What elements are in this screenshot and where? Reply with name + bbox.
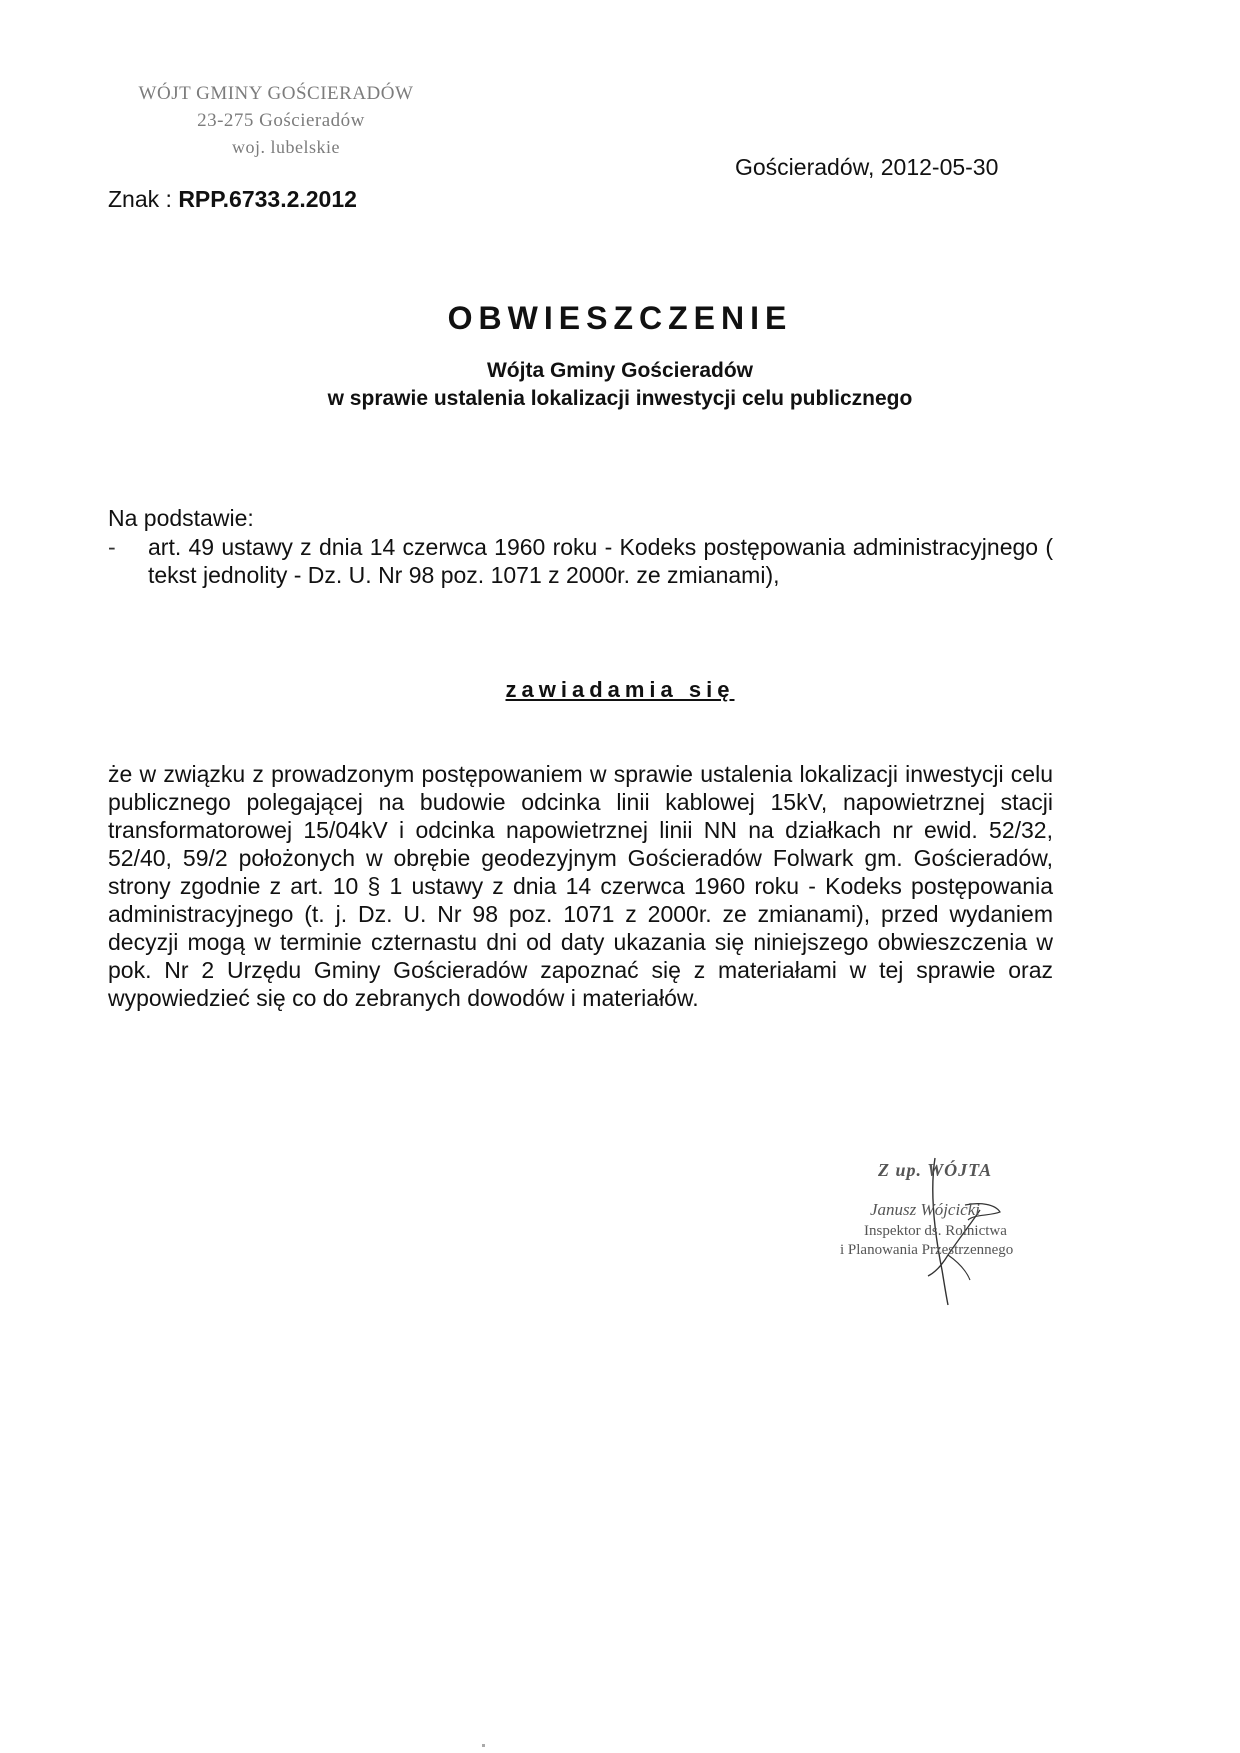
reference-number [108, 186, 357, 213]
document-title: OBWIESZCZENIE [447, 300, 793, 336]
signatory-position-line2: i Planowania Przestrzennego [840, 1242, 1014, 1258]
reference-label: Znak : [108, 186, 179, 212]
reference-value: RPP.6733.2.2012 [178, 186, 357, 212]
place-and-date: Gościeradów, 2012-05-30 [735, 154, 999, 180]
signature-authority: Z up. WÓJTA [878, 1160, 993, 1180]
subtitle-issuer: Wójta Gminy Gościeradów [486, 359, 754, 382]
signature-block [830, 1150, 1070, 1310]
list-dash: - [108, 534, 116, 560]
legal-basis-item [108, 533, 1053, 589]
legal-basis-label: Na podstawie: [108, 505, 254, 531]
scan-speck [482, 1744, 485, 1747]
notification-heading: zawiadamia się [505, 677, 735, 702]
stamp-line-region: woj. lubelskie [232, 137, 340, 157]
signatory-name: Janusz Wójcicki [870, 1200, 980, 1219]
notice-body: że w związku z prowadzonym postępowaniem w sprawie ustalenia lokalizacji inwestycji celu publicznego polegającej na budowie odcinka linii kablowej 15kV, napowietrznej stacji transformatorowej 15/04kV i odcinka napowietrznej linii NN na działkach nr ewid. 52/32, 52/40, 59/2 położonych w obrębie geodezyjnym Gościeradów Folwark gm. Gościeradów, strony zgodnie z art. 10 § 1 ustawy z dnia 14 czerwca 1960 roku - Kodeks postępowania administracyjnego (t. j. Dz. U. Nr 98 poz. 1071 z 2000r. ze zmianami), przed wydaniem decyzji mogą w terminie czternastu dni od daty ukazania się niniejszego obwieszczenia w pok. Nr 2 Urzędu Gminy Gościeradów zapoznać się z materiałami w tej sprawie oraz wypowiedzieć się co do zebranych dowodów i materiałów. [108, 761, 1053, 1011]
stamp-line-address: 23-275 Gościeradów [197, 110, 365, 131]
signatory-position-line1: Inspektor ds. Rolnictwa [864, 1223, 1007, 1239]
legal-basis-text: art. 49 ustawy z dnia 14 czerwca 1960 roku - Kodeks postępowania administracyjnego ( tekst jednolity - Dz. U. Nr 98 poz. 1071 z 2000r. ze zmianami), [148, 534, 1053, 588]
stamp-line-office: WÓJT GMINY GOŚCIERADÓW [138, 83, 414, 104]
subtitle-subject: w sprawie ustalenia lokalizacji inwestycji celu publicznego [327, 387, 913, 410]
document-subtitle [0, 357, 1240, 413]
office-stamp [126, 80, 426, 161]
